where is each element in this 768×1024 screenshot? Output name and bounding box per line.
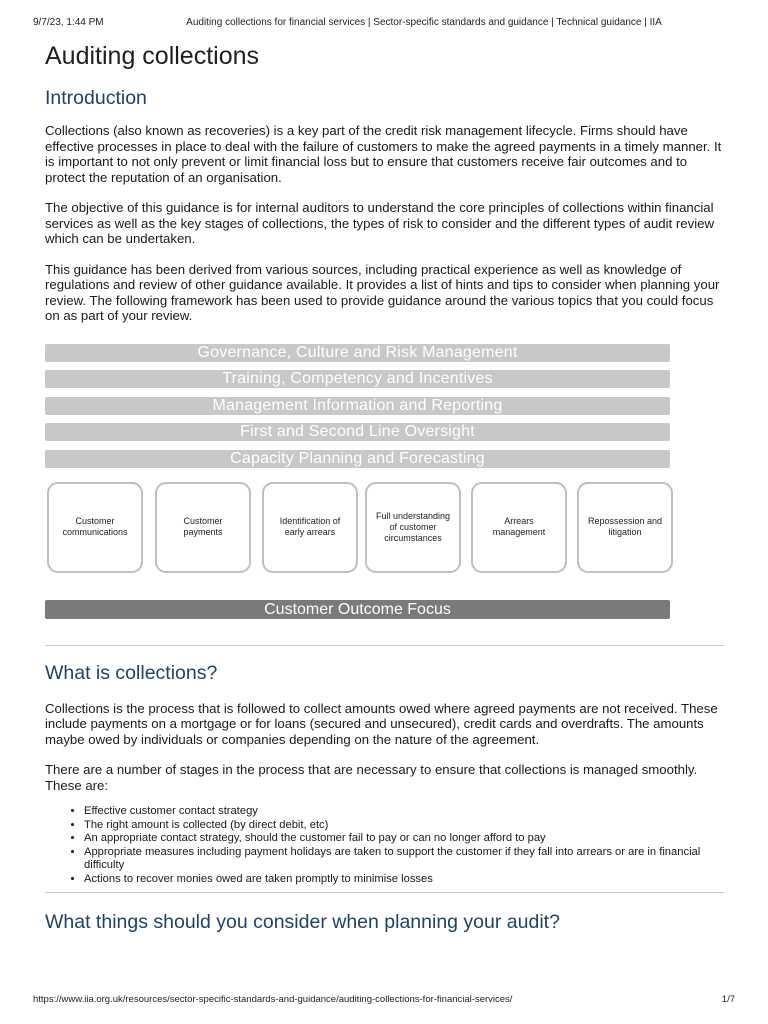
framework-band-governance: Governance, Culture and Risk Management [45, 344, 670, 362]
what-is-collections-heading: What is collections? [45, 661, 218, 684]
print-datetime: 9/7/23, 1:44 PM [33, 16, 104, 28]
print-document-title: Auditing collections for financial services | Sector-specific standards and guidance | Technical guidance | IIA [186, 16, 662, 28]
stage-arrears-management: Arrears management [471, 482, 567, 573]
stage-customer-communications: Customer communications [47, 482, 143, 573]
stage-customer-payments: Customer payments [155, 482, 251, 573]
framework-band-training: Training, Competency and Incentives [45, 370, 670, 388]
stage-early-arrears: Identification of early arrears [262, 482, 358, 573]
collections-framework-diagram [45, 344, 725, 622]
print-header [33, 15, 735, 29]
section-divider [45, 892, 724, 893]
what-is-paragraph-2: There are a number of stages in the process that are necessary to ensure that collections is managed smoothly. These are: [45, 762, 698, 793]
stage-repossession-litigation: Repossession and litigation [577, 482, 673, 573]
list-item: • Appropriate measures including payment holidays are taken to support the customer if they fall into arrears or are in financial difficulty [84, 846, 725, 873]
intro-paragraph-2: The objective of this guidance is for internal auditors to understand the core principles of collections within financial services as well as the key stages of collections, the types of risk to consider and the different types of audit review which can be undertaken. [45, 200, 714, 246]
stage-customer-circumstances: Full understanding of customer circumstances [365, 482, 461, 573]
page-number: 1/7 [721, 994, 735, 1005]
framework-band-management-information: Management Information and Reporting [45, 397, 670, 415]
article [45, 40, 725, 934]
collection-stages-list [45, 805, 725, 887]
framework-band-customer-outcome: Customer Outcome Focus [45, 600, 670, 619]
intro-paragraph-1: Collections (also known as recoveries) is a key part of the credit risk management lifecycle. Firms should have effective processes in place to deal with the failure of customers to make the agreed payments in a timely manner. It is important to not only prevent or limit financial loss but to ensure that customers receive fair outcomes and to protect the reputation of an organisation. [45, 123, 722, 185]
list-item: • The right amount is collected (by direct debit, etc) [84, 819, 725, 833]
planning-audit-heading: What things should you consider when planning your audit? [45, 910, 560, 933]
list-item: • Effective customer contact strategy [84, 805, 725, 819]
list-item: • An appropriate contact strategy, should the customer fail to pay or can no longer afford to pay [84, 832, 725, 846]
framework-band-capacity-planning: Capacity Planning and Forecasting [45, 450, 670, 468]
framework-band-oversight: First and Second Line Oversight [45, 423, 670, 441]
print-footer [33, 994, 735, 1005]
intro-paragraph-3: This guidance has been derived from various sources, including practical experience as well as knowledge of regulations and review of other guidance available. It provides a list of hints and tips to consider when planning your review. The following framework has been used to provide guidance around the various topics that you could focus on as part of your review. [45, 261, 720, 323]
page-title: Auditing collections [45, 42, 260, 70]
list-item: • Actions to recover monies owed are taken promptly to minimise losses [84, 873, 725, 887]
print-url: https://www.iia.org.uk/resources/sector-specific-standards-and-guidance/auditing-collections-for-financial-services/ [33, 994, 513, 1005]
section-divider [45, 645, 724, 646]
introduction-heading: Introduction [45, 87, 147, 109]
what-is-paragraph-1: Collections is the process that is followed to collect amounts owed where agreed payments are not received. These include payments on a mortgage or for loans (secured and unsecured), credit cards and overdrafts. The amounts maybe owed by individuals or companies depending on the nature of the agreement. [45, 700, 718, 747]
